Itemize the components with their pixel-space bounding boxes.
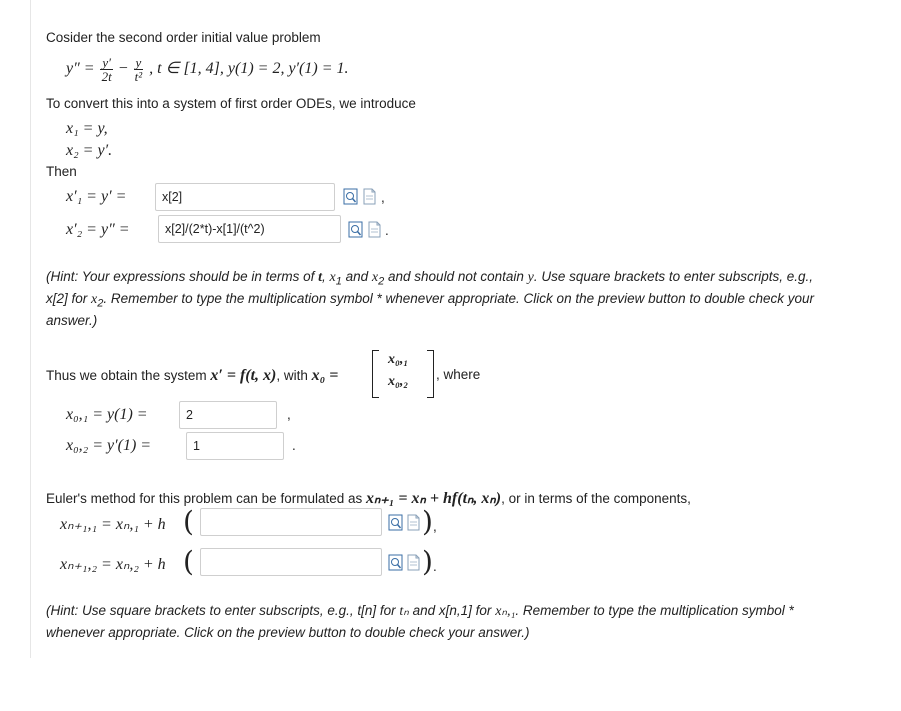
convert-text: To convert this into a system of first order ODEs, we introduce bbox=[46, 96, 416, 111]
system-row1-label: x′₁ = y′ = bbox=[66, 188, 127, 205]
page-edge bbox=[30, 0, 31, 658]
ode-equation bbox=[66, 56, 349, 83]
initial-row2-input[interactable]: 1 bbox=[186, 432, 284, 460]
document-icon[interactable] bbox=[406, 554, 421, 571]
def-x2: x₂ = y′. bbox=[66, 142, 113, 159]
preview-icon[interactable] bbox=[343, 188, 358, 205]
euler-row1-close-paren: ) bbox=[422, 505, 433, 538]
ode-lhs: y″ = bbox=[66, 60, 95, 78]
euler-row1-open-paren: ( bbox=[183, 505, 194, 538]
euler-row2-suffix: . bbox=[433, 559, 437, 574]
initial-row1-label: x₀,₁ = y(1) = bbox=[66, 406, 148, 423]
ode-rest: , t ∈ [1, 4], y(1) = 2, y′(1) = 1. bbox=[149, 60, 349, 78]
preview-icon[interactable] bbox=[348, 221, 363, 238]
system-row1-suffix: , bbox=[381, 190, 385, 205]
thus-where: , where bbox=[436, 367, 481, 382]
ode-frac2: $\frac{y}{\text{t²}}$ bbox=[134, 55, 143, 84]
document-icon[interactable] bbox=[406, 514, 421, 531]
euler-row2-close-paren: ) bbox=[422, 545, 433, 578]
ode-minus: − bbox=[118, 60, 128, 78]
initial-row1-suffix: , bbox=[287, 407, 291, 422]
intro-text: Cosider the second order initial value problem bbox=[46, 30, 321, 45]
euler-row1-suffix: , bbox=[433, 519, 437, 534]
euler-row1-input[interactable] bbox=[200, 508, 382, 536]
euler-row1-label: xₙ₊₁,₁ = xₙ,₁ + h bbox=[60, 516, 166, 533]
document-icon[interactable] bbox=[362, 188, 377, 205]
initial-row1-input[interactable]: 2 bbox=[179, 401, 277, 429]
initial-row2-suffix: . bbox=[292, 438, 296, 453]
thus-text: Thus we obtain the system x′ = f(t, x), with x₀ = bbox=[46, 367, 339, 384]
ode-frac1: $\frac{y'}{2t}$ bbox=[101, 55, 112, 84]
x0-vector: x₀,₁ x₀,₂ bbox=[372, 350, 434, 396]
euler-text: Euler's method for this problem can be formulated as xₙ₊₁ = xₙ + hf(tₙ, xₙ), or in terms of the components, bbox=[46, 490, 691, 507]
system-row1-input[interactable]: x[2] bbox=[155, 183, 335, 211]
then-text: Then bbox=[46, 164, 77, 179]
euler-row2-open-paren: ( bbox=[183, 545, 194, 578]
initial-row2-label: x₀,₂ = y′(1) = bbox=[66, 437, 152, 454]
euler-row2-label: xₙ₊₁,₂ = xₙ,₂ + h bbox=[60, 556, 166, 573]
system-row2-suffix: . bbox=[385, 223, 389, 238]
euler-row2-input[interactable] bbox=[200, 548, 382, 576]
system-row2-label: x′₂ = y″ = bbox=[66, 221, 130, 238]
def-x1: x₁ = y, bbox=[66, 120, 108, 137]
preview-icon[interactable] bbox=[388, 554, 403, 571]
hint-2: (Hint: Use square brackets to enter subscripts, e.g., t[n] for tₙ and x[n,1] for xₙ,₁. Remember to type the multiplication symbol * whenever appropriate. Click on the preview button to double check your answer.) bbox=[46, 603, 794, 640]
system-row2-input[interactable]: x[2]/(2*t)-x[1]/(t^2) bbox=[158, 215, 341, 243]
hint-1: (Hint: Your expressions should be in terms of t, $x_1$ and $x_2$ and should not contain y. Use square brackets to enter subscripts, e.g., x[2] for $x_2$. Remember to type the multiplication symbol * whenever appropriate. Click on the preview button to double check your answer.) bbox=[46, 269, 814, 328]
document-icon[interactable] bbox=[367, 221, 382, 238]
preview-icon[interactable] bbox=[388, 514, 403, 531]
